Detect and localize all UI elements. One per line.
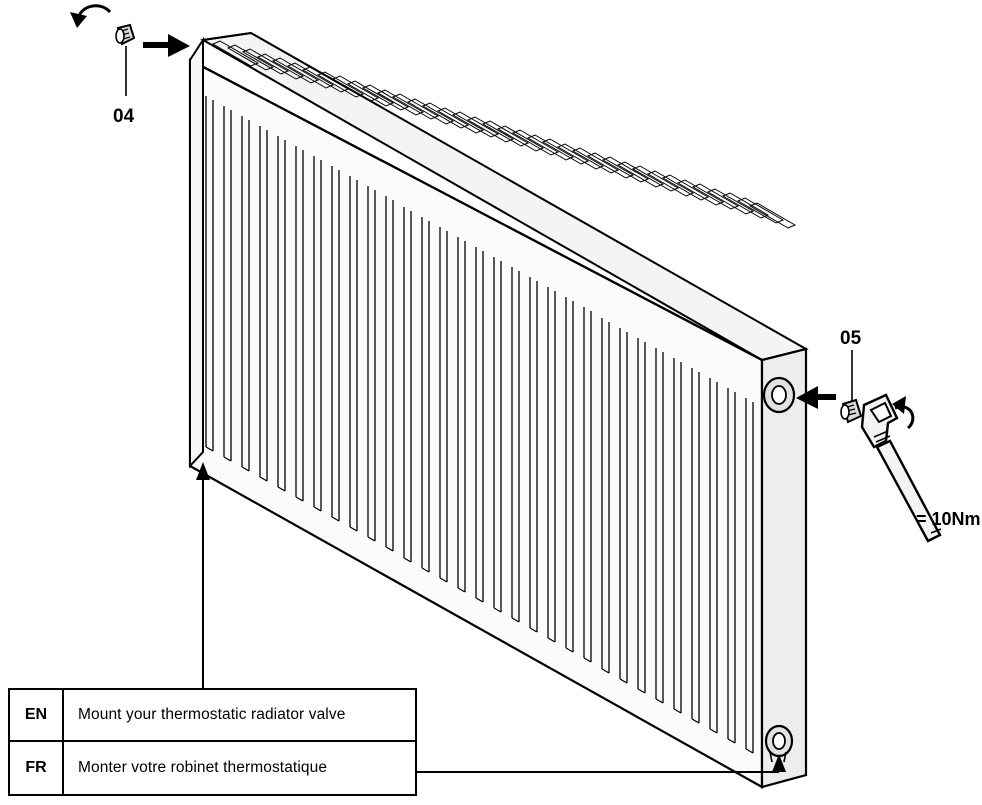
valve-insert-05 bbox=[841, 400, 861, 422]
radiator-side-panel bbox=[762, 349, 806, 787]
callout-label-05: 05 bbox=[840, 328, 862, 349]
step-04-group bbox=[70, 6, 190, 127]
legend-table bbox=[8, 688, 417, 796]
rotation-arrow-icon bbox=[70, 6, 110, 28]
legend-row-fr bbox=[10, 742, 415, 794]
legend-row-en bbox=[10, 690, 415, 742]
insert-arrow-icon bbox=[143, 34, 190, 57]
step-05-group bbox=[796, 328, 981, 541]
legend-instruction-fr: Monter votre robinet thermostatique bbox=[78, 759, 328, 776]
torque-label: = 10Nm bbox=[916, 509, 981, 529]
plug-fitting-04 bbox=[116, 25, 134, 44]
radiator-top-port bbox=[764, 378, 794, 412]
callout-label-04: 04 bbox=[113, 106, 135, 127]
radiator-body bbox=[190, 33, 806, 787]
legend-instruction-en: Mount your thermostatic radiator valve bbox=[78, 706, 346, 723]
legend-language-code-en: EN bbox=[10, 690, 64, 740]
legend-language-code-fr: FR bbox=[10, 742, 64, 794]
